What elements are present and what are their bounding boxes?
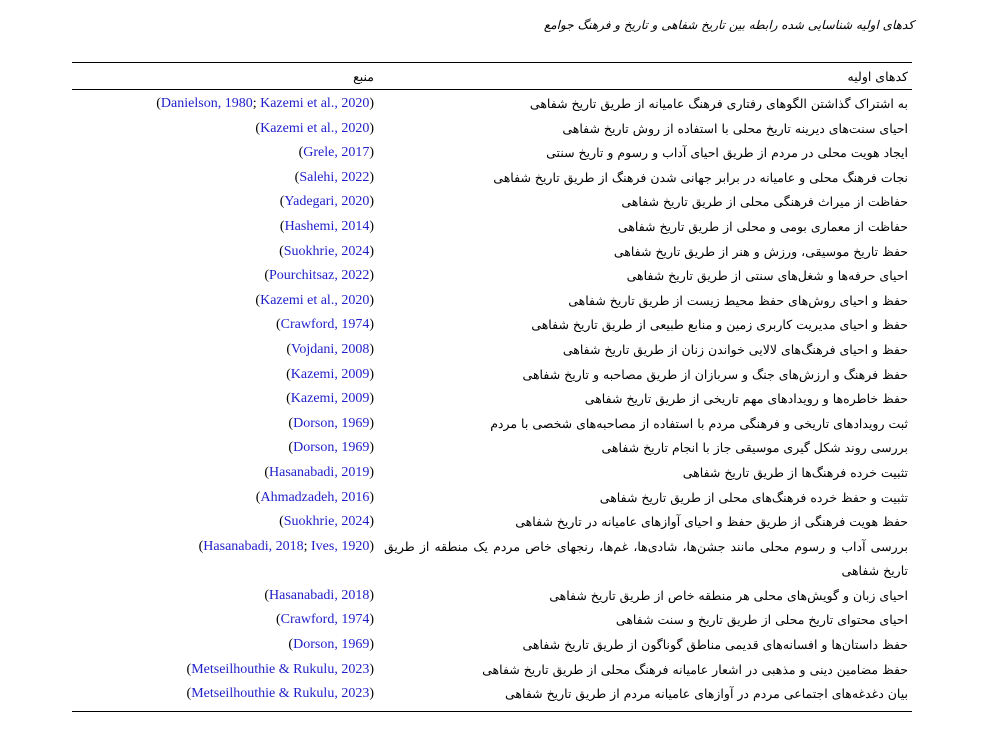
- table-row: [72, 387, 912, 412]
- citation-link[interactable]: Vojdani, 2008: [291, 341, 370, 357]
- row-code: حفظ داستان‌ها و افسانه‌های قدیمی مناطق گوناگون از طریق تاریخ شفاهی: [522, 637, 908, 653]
- row-code: حفظ و احیای فرهنگ‌های لالایی خواندن زنان از طریق تاریخ شفاهی: [562, 341, 908, 357]
- row-code: احیای محتوای تاریخ محلی از طریق تاریخ و سنت شفاهی: [615, 612, 908, 628]
- citation-link[interactable]: Metseilhouthie & Rukulu, 2023: [191, 661, 370, 677]
- table-row: [72, 461, 912, 486]
- row-source: (Dorson, 1969): [288, 637, 374, 653]
- row-source: (Hashemi, 2014): [279, 218, 374, 234]
- table-row: [72, 436, 912, 461]
- row-code: بررسی آداب و رسوم محلی مانند جشن‌ها، شادی‌ها، غم‌ها، رنجهای خاص مردم یک منطقه از طریق تاریخ شفاهی: [384, 538, 908, 579]
- table-row: [72, 166, 912, 191]
- row-code: حفظ هویت فرهنگی از طریق حفظ و احیای آوازهای عامیانه در تاریخ شفاهی: [515, 514, 908, 530]
- row-code: ثبت رویدادهای تاریخی و فرهنگی مردم با استفاده از مصاحبه‌های شخصی با مردم: [490, 415, 908, 431]
- citation-link[interactable]: Hasanabadi, 2018: [203, 538, 304, 554]
- table-row: [72, 510, 912, 535]
- row-code: حفاظت از معماری بومی و محلی از طریق تاریخ شفاهی: [617, 218, 908, 234]
- row-code: بیان دغدغه‌های اجتماعی مردم در آوازهای عامیانه مردم از طریق تاریخ شفاهی: [505, 686, 908, 702]
- row-source: (Metseilhouthie & Rukulu, 2023): [186, 686, 374, 702]
- row-source: (Grele, 2017): [298, 145, 374, 161]
- citation-link[interactable]: Suokhrie, 2024: [283, 514, 370, 530]
- row-code: حفظ مضامین دینی و مذهبی در اشعار عامیانه فرهنگ محلی از طریق تاریخ شفاهی: [482, 661, 908, 677]
- table-row: [72, 215, 912, 240]
- citation-link[interactable]: Salehi, 2022: [299, 169, 370, 185]
- row-code: حفظ و احیای روش‌های حفظ محیط زیست از طریق تاریخ شفاهی: [568, 292, 908, 308]
- table-header-row: [72, 63, 912, 89]
- table-row: [72, 412, 912, 437]
- codes-table: [72, 62, 912, 712]
- citation-link[interactable]: Ives, 1920: [311, 538, 370, 554]
- row-code: به اشتراک گذاشتن الگوهای رفتاری فرهنگ عامیانه از طریق تاریخ شفاهی: [529, 96, 908, 111]
- header-codes: کدهای اولیه: [847, 68, 908, 84]
- row-code: احیای زبان و گویش‌های محلی هر منطقه خاص از طریق تاریخ شفاهی: [549, 587, 908, 603]
- citation-link[interactable]: Crawford, 1974: [280, 317, 370, 333]
- row-source: (Kazemi et al., 2020): [255, 292, 374, 308]
- table-row: [72, 486, 912, 511]
- citation-link[interactable]: Kazemi et al., 2020: [260, 120, 370, 136]
- row-code: ایجاد هویت محلی در مردم از طریق احیای آداب و رسوم و تاریخ سنتی: [546, 145, 908, 161]
- row-source: (Hasanabadi, 2018): [264, 587, 374, 603]
- row-source: (Hasanabadi, 2018; Ives, 1920): [198, 538, 374, 554]
- citation-link[interactable]: Grele, 2017: [303, 145, 370, 161]
- citation-link[interactable]: Ahmadzadeh, 2016: [260, 489, 370, 505]
- row-code: احیای حرفه‌ها و شغل‌های سنتی از طریق تاریخ شفاهی: [626, 268, 908, 284]
- citation-link[interactable]: Hasanabadi, 2019: [269, 464, 370, 480]
- citation-link[interactable]: Crawford, 1974: [280, 612, 370, 628]
- row-source: (Kazemi et al., 2020): [255, 120, 374, 136]
- table-row: [72, 658, 912, 683]
- row-code: حفظ فرهنگ و ارزش‌های جنگ و سربازان از طریق مصاحبه و تاریخ شفاهی: [522, 366, 908, 382]
- citation-link[interactable]: Metseilhouthie & Rukulu, 2023: [191, 686, 370, 702]
- citation-link[interactable]: Yadegari, 2020: [284, 194, 370, 210]
- table-row: [72, 190, 912, 215]
- citation-link[interactable]: Kazemi et al., 2020: [260, 292, 370, 308]
- row-source: (Pourchitsaz, 2022): [264, 268, 374, 284]
- table-caption: کدهای اولیه شناسایی شده رابطه بین تاریخ شفاهی و تاریخ و فرهنگ جوامع: [543, 18, 914, 32]
- row-source: (Hasanabadi, 2019): [264, 464, 374, 480]
- citation-link[interactable]: Dorson, 1969: [293, 415, 370, 431]
- citation-link[interactable]: Kazemi, 2009: [290, 366, 370, 382]
- table-row: [72, 240, 912, 265]
- table-row: [72, 264, 912, 289]
- citation-link[interactable]: Pourchitsaz, 2022: [269, 268, 370, 284]
- row-code: حفظ و احیای مدیریت کاربری زمین و منابع طبیعی از طریق تاریخ شفاهی: [531, 317, 908, 333]
- citation-link[interactable]: Hashemi, 2014: [284, 218, 370, 234]
- row-source: (Crawford, 1974): [276, 612, 374, 628]
- row-source: (Salehi, 2022): [294, 169, 374, 185]
- table-row: [72, 633, 912, 658]
- row-source: (Danielson, 1980; Kazemi et al., 2020): [156, 96, 374, 111]
- header-source: منبع: [353, 68, 374, 84]
- row-code: حفاظت از میراث فرهنگی محلی از طریق تاریخ شفاهی: [621, 194, 908, 210]
- row-code: حفظ خاطره‌ها و رویدادهای مهم تاریخی از طریق تاریخ شفاهی: [584, 391, 908, 407]
- table-body: [72, 90, 912, 707]
- table-row: [72, 682, 912, 707]
- row-source: (Crawford, 1974): [276, 317, 374, 333]
- citation-link[interactable]: Kazemi, 2009: [290, 391, 370, 407]
- table-row: [72, 363, 912, 388]
- row-source: (Kazemi, 2009): [286, 391, 374, 407]
- table-row: [72, 117, 912, 142]
- table-row: [72, 535, 912, 584]
- row-source: (Ahmadzadeh, 2016): [255, 489, 374, 505]
- row-code: حفظ تاریخ موسیقی، ورزش و هنر از طریق تاریخ شفاهی: [613, 243, 908, 259]
- table-row: [72, 338, 912, 363]
- row-code: احیای سنت‌های دیرینه تاریخ محلی با استفاده از روش تاریخ شفاهی: [562, 120, 908, 136]
- table-bottom-rule: [72, 711, 912, 712]
- row-source: (Vojdani, 2008): [286, 341, 374, 357]
- table-row: [72, 289, 912, 314]
- row-code: تثبیت خرده فرهنگ‌ها از طریق تاریخ شفاهی: [682, 464, 908, 480]
- citation-link[interactable]: Hasanabadi, 2018: [269, 587, 370, 603]
- row-source: (Dorson, 1969): [288, 440, 374, 456]
- row-source: (Suokhrie, 2024): [279, 514, 374, 530]
- row-source: (Metseilhouthie & Rukulu, 2023): [186, 661, 374, 677]
- row-code: نجات فرهنگ محلی و عامیانه در برابر جهانی شدن فرهنگ از طریق تاریخ شفاهی: [493, 169, 908, 185]
- table-row: [72, 584, 912, 609]
- row-code: بررسی روند شکل گیری موسیقی جاز با انجام تاریخ شفاهی: [601, 440, 908, 456]
- citation-link[interactable]: Kazemi et al., 2020: [260, 96, 370, 111]
- table-row: [72, 313, 912, 338]
- citation-link[interactable]: Dorson, 1969: [293, 637, 370, 653]
- row-source: (Dorson, 1969): [288, 415, 374, 431]
- row-source: (Kazemi, 2009): [286, 366, 374, 382]
- table-row: [72, 92, 912, 117]
- row-source: (Yadegari, 2020): [279, 194, 374, 210]
- citation-link[interactable]: Suokhrie, 2024: [283, 243, 370, 259]
- citation-link[interactable]: Dorson, 1969: [293, 440, 370, 456]
- row-code: تثبیت و حفظ خرده فرهنگ‌های محلی از طریق تاریخ شفاهی: [599, 489, 908, 505]
- table-row: [72, 608, 912, 633]
- row-source: (Suokhrie, 2024): [279, 243, 374, 259]
- table-row: [72, 141, 912, 166]
- citation-link[interactable]: Danielson, 1980: [160, 96, 253, 111]
